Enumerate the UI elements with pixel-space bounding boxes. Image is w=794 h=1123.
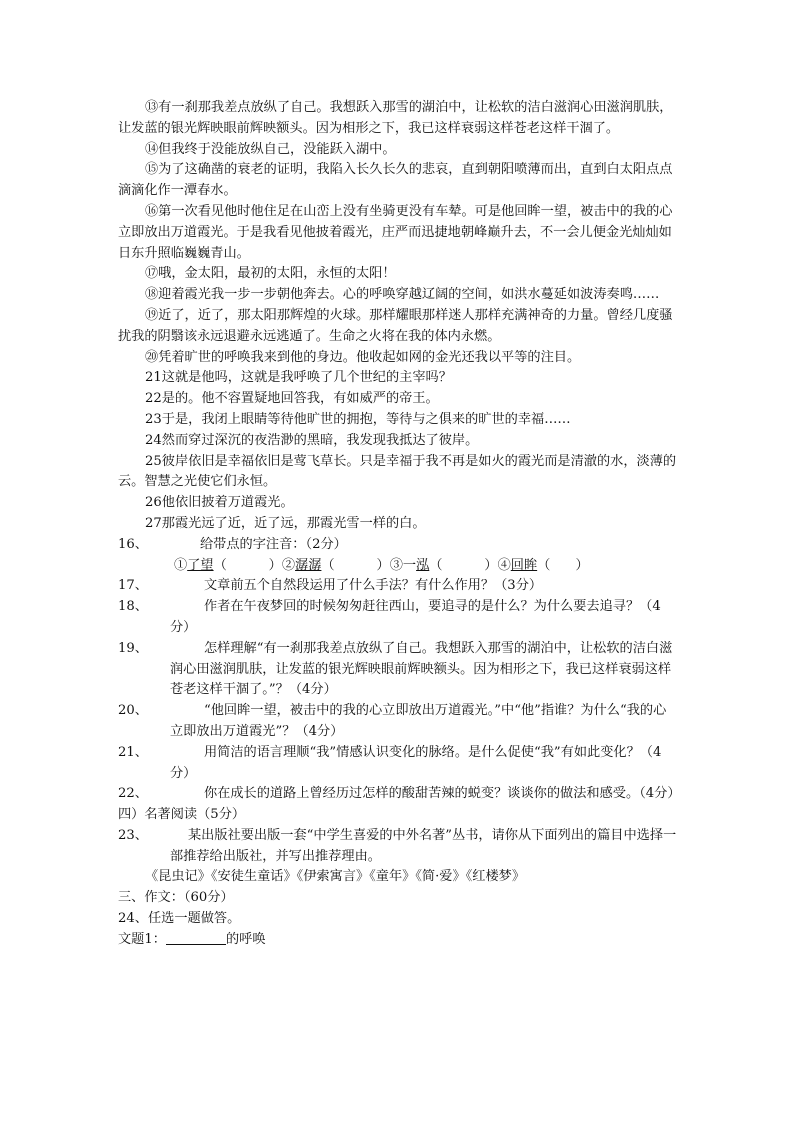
question-text: 你在成长的道路上曾经历过怎样的酸甜苦辣的蜕变？谈谈你的做法和感受。（4分） xyxy=(204,786,681,802)
paragraph-20: ⑳凭着旷世的呼唤我来到他的身边。他收起如网的金光还我以平等的注目。 xyxy=(145,349,581,365)
question-16-options xyxy=(118,556,678,577)
paragraph-23: 23于是，我闭上眼睛等待他旷世的拥抱，等待与之俱来的旷世的幸福…… xyxy=(145,411,571,427)
question-number: 18、 xyxy=(118,599,148,615)
option-blank: （ ） xyxy=(537,557,589,573)
paragraph-26: 26他依旧披着万道霞光。 xyxy=(145,495,294,511)
question-number: 22、 xyxy=(118,786,148,802)
question-20 xyxy=(118,701,678,743)
question-number: 20、 xyxy=(118,703,148,719)
paragraph-14: ⑭但我终于没能放纵自己，没能跃入湖中。 xyxy=(145,141,396,157)
paragraph-24: 24然而穿过深沉的夜浩渺的黑暗，我发现我抵达了彼岸。 xyxy=(145,432,479,448)
paragraph-13: ⑬有一刹那我差点放纵了自己。我想跃入那雪的湖泊中，让松软的洁白滋润心田滋润肌肤，让发蓝的银光辉映眼前辉映额头。因为相形之下，我已这样衰弱这样苍老这样干涸了。 xyxy=(118,100,673,136)
topic-suffix: 的呼唤 xyxy=(225,931,266,947)
section-heading-classics: 四）名著阅读（5分） xyxy=(118,807,246,823)
book-list: 《昆虫记》《安徒生童话》《伊索寓言》《童年》《简·爱》《红楼梦》 xyxy=(145,869,526,885)
paragraph-16: ⑯第一次看见他时他住足在山峦上没有坐骑更没有车辇。可是他回眸一望，被击中的我的心立即放出万道霞光。于是我看见他披着霞光，庄严而迅捷地朝峰巅升去，不一会儿便金光灿灿如日东升照临巍巍青山。 xyxy=(118,203,673,261)
option-mark: ① xyxy=(174,557,188,573)
topic-label: 文题1： xyxy=(118,931,166,947)
paragraph-17: ⑰哦，金太阳，最初的太阳，永恒的太阳！ xyxy=(145,266,396,282)
question-number: 23、 xyxy=(118,827,148,843)
question-17 xyxy=(118,576,678,597)
paragraph-21: 21这就是他吗，这就是我呼唤了几个世纪的主宰吗？ xyxy=(145,370,452,386)
question-21 xyxy=(118,743,678,785)
option-word: 泓 xyxy=(416,557,430,573)
option-mark: ③ xyxy=(389,557,403,573)
question-number: 17、 xyxy=(118,578,148,594)
question-23 xyxy=(118,826,678,868)
option-mark: ④ xyxy=(497,557,511,573)
option-blank: （ ） xyxy=(213,557,282,573)
question-number: 16、 xyxy=(118,536,148,552)
question-16 xyxy=(118,535,678,556)
question-text: 文章前五个自然段运用了什么手法？有什么作用？（3分） xyxy=(204,578,543,594)
question-text: 用简洁的语言理顺“我”情感认识变化的脉络。是什么促使“我”有如此变化？（4分） xyxy=(170,744,662,781)
option-word: 回眸 xyxy=(510,557,538,573)
essay-topic-1 xyxy=(118,930,678,951)
question-text: 作者在午夜梦回的时候匆匆赶往西山，要追寻的是什么？为什么要去追寻？（4分） xyxy=(170,599,661,635)
paragraph-27: 27那霞光远了近，近了远，那霞光雪一样的白。 xyxy=(145,515,426,531)
question-number: 21、 xyxy=(118,744,148,760)
option-blank: （ ） xyxy=(321,557,390,573)
question-text: 某出版社要出版一套“中学生喜爱的中外名著”丛书，请你从下面列出的篇目中选择一部推荐给出版社，并写出推荐理由。 xyxy=(170,827,677,864)
section-heading-essay: 三、作文：（60分） xyxy=(118,890,234,906)
document-page xyxy=(118,98,681,951)
fill-in-blank[interactable] xyxy=(166,930,226,945)
question-22 xyxy=(118,784,681,805)
option-prefix: 一 xyxy=(402,557,417,573)
question-text: 给带点的字注音：（2分） xyxy=(200,536,347,552)
question-number: 19、 xyxy=(118,640,148,656)
option-word: 了望 xyxy=(187,557,214,573)
paragraph-19: ⑲近了，近了，那太阳那辉煌的火球。那样耀眼那样迷人那样充满神奇的力量。曾经几度骚扰我的阴翳该永远退避永远逃遁了。生命之火将在我的体内永燃。 xyxy=(118,307,673,344)
question-24: 24、任选一题做答。 xyxy=(118,911,241,927)
question-18 xyxy=(118,597,678,639)
question-19 xyxy=(118,639,678,701)
option-mark: ② xyxy=(281,557,296,573)
paragraph-22: 22是的。他不容置疑地回答我，有如威严的帝王。 xyxy=(145,391,439,407)
paragraph-15: ⑮为了这确凿的衰老的证明，我陷入长久长久的悲哀，直到朝阳喷薄而出，直到白太阳点点滴滴化作一潭春水。 xyxy=(118,162,673,199)
paragraph-25: 25彼岸依旧是幸福依旧是莺飞草长。只是幸福于我不再是如火的霞光而是清澈的水，淡薄的云。智慧之光使它们永恒。 xyxy=(118,453,677,490)
option-blank: （ ） xyxy=(429,557,498,573)
question-text: “他回眸一望，被击中的我的心立即放出万道霞光。”中“他”指谁？为什么“我的心立即放出万道霞光”？（4分） xyxy=(170,703,667,739)
paragraph-18: ⑱迎着霞光我一步一步朝他奔去。心的呼唤穿越辽阔的空间，如洪水蔓延如波涛奏鸣…… xyxy=(145,287,660,303)
option-word: 潺潺 xyxy=(295,557,322,573)
question-text: 怎样理解“有一刹那我差点放纵了自己。我想跃入那雪的湖泊中，让松软的洁白滋润心田滋润肌肤，让发蓝的银光辉映眼前辉映额头。因为相形之下，我已这样衰弱这样苍老这样干涸了。”？（4分） xyxy=(170,640,673,698)
